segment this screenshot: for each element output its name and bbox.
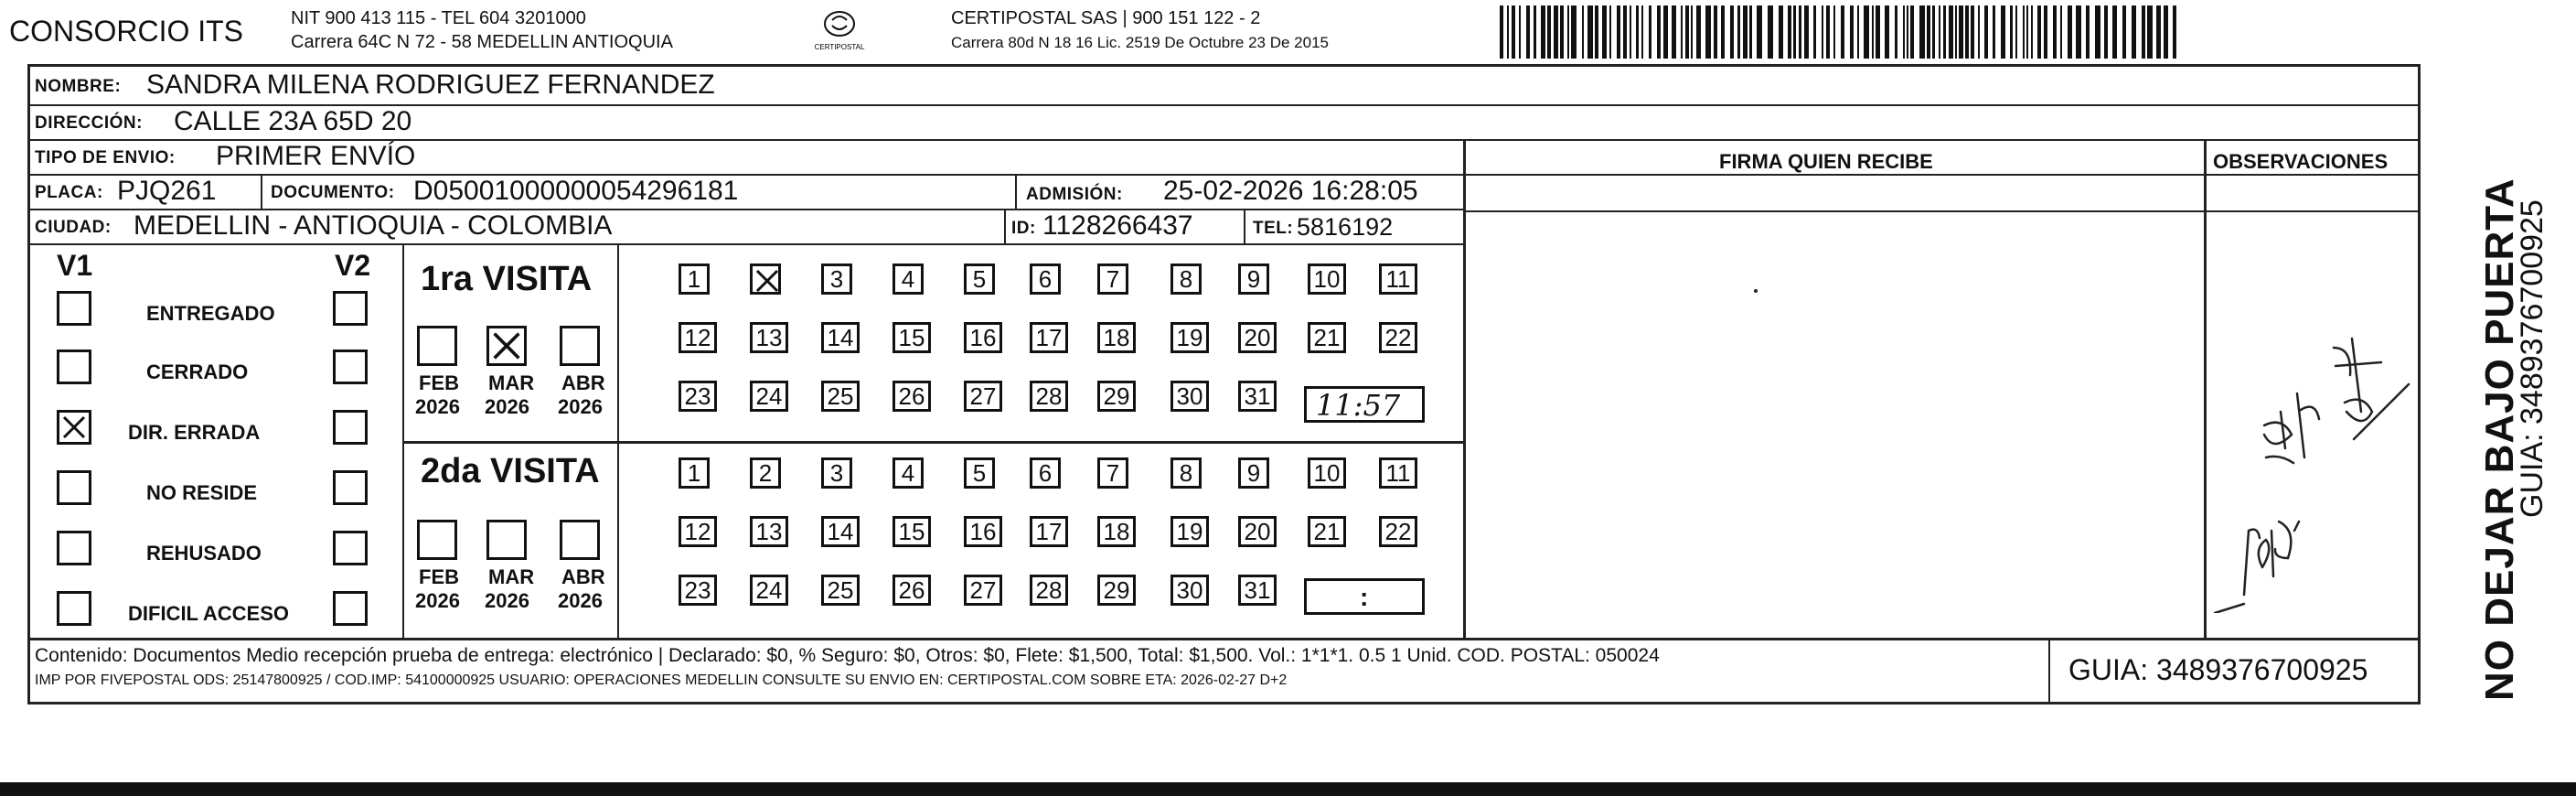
status-label: NO RESIDE [146, 481, 258, 504]
placa-value: PJQ261 [117, 176, 217, 206]
barcode-bar [2142, 5, 2145, 59]
barcode-bar [1841, 5, 1844, 59]
status-label: DIR. ERRADA [128, 421, 261, 444]
barcode-bar [2147, 5, 2153, 59]
second-visit-day-box[interactable]: 16 [964, 516, 1002, 547]
tel-label: TEL: [1253, 219, 1294, 238]
documento-label: DOCUMENTO: [271, 183, 395, 202]
side-guia: GUIA: 3489376700925 [2515, 199, 2549, 518]
barcode-bar [1799, 5, 1801, 59]
ciudad-label: CIUDAD: [35, 218, 112, 237]
status-v1-checkbox[interactable] [57, 350, 91, 384]
v2-header: V2 [335, 249, 371, 282]
second-visit-day-box[interactable]: 28 [1030, 575, 1068, 606]
second-visit-day-box[interactable]: 2 [750, 457, 781, 489]
second-visit-day-box[interactable]: 23 [679, 575, 717, 606]
barcode-bar [2164, 5, 2168, 59]
first-visit-month-checkbox[interactable] [486, 326, 527, 366]
first-visit-day-box[interactable]: 1 [679, 264, 710, 295]
second-visit-day-box[interactable]: 21 [1308, 516, 1346, 547]
barcode-bar [1595, 5, 1598, 59]
barcode-bar [1582, 5, 1584, 59]
second-visit-time-box[interactable] [1304, 578, 1425, 615]
svg-text:CERTIPOSTAL: CERTIPOSTAL [814, 43, 865, 51]
barcode-bar [1993, 5, 1995, 59]
second-visit-month-checkbox[interactable] [560, 520, 600, 560]
tipo-envio-value: PRIMER ENVÍO [216, 141, 416, 171]
nombre-label: NOMBRE: [35, 77, 122, 96]
second-visit-day-box[interactable]: 22 [1379, 516, 1417, 547]
barcode-bar [1609, 5, 1611, 59]
barcode-bar [1547, 5, 1551, 59]
barcode-bar [2076, 5, 2081, 59]
barcode-bar [2044, 5, 2047, 59]
first-visit-day-box[interactable]: 10 [1308, 264, 1346, 295]
barcode-bar [2001, 5, 2005, 59]
courier-address-line: Carrera 80d N 18 16 Lic. 2519 De Octubre 23 De 2015 [951, 34, 1329, 51]
barcode-bar [1636, 5, 1639, 59]
status-v2-checkbox[interactable] [333, 410, 368, 445]
second-visit-day-box[interactable]: 11 [1379, 457, 1417, 489]
second-visit-month-label: ABR [561, 565, 605, 588]
barcode-bar [2053, 5, 2057, 59]
barcode-bar [1804, 5, 1809, 59]
status-v2-checkbox[interactable] [333, 531, 368, 565]
certipostal-logo [812, 7, 867, 53]
barcode-bar [1623, 5, 1627, 59]
second-visit-day-box[interactable]: 30 [1170, 575, 1209, 606]
footer-content-line: Contenido: Documentos Medio recepción prueba de entrega: electrónico | Declarado: $0, % Seguro: $0, Otros: $0, Flete: $1,500, Total: $1,500. Vol.: 1*1*1. 0.5 1 Unid. COD. POSTAL: 050024 [35, 645, 1660, 666]
second-visit-year-label: 2026 [485, 589, 529, 612]
first-visit-day-box[interactable] [750, 264, 781, 295]
first-visit-day-box[interactable]: 28 [1030, 381, 1068, 412]
first-visit-day-box[interactable]: 12 [679, 322, 717, 353]
barcode-bar [1705, 5, 1711, 59]
status-v1-checkbox[interactable] [57, 531, 91, 565]
first-visit-day-box[interactable]: 14 [821, 322, 860, 353]
second-visit-day-box[interactable]: 13 [750, 516, 788, 547]
first-visit-month-label: ABR [561, 371, 605, 394]
first-visit-month-checkbox[interactable] [417, 326, 457, 366]
direccion-label: DIRECCIÓN: [35, 113, 143, 133]
barcode-bar [1507, 5, 1509, 59]
barcode-bar [1927, 5, 1930, 59]
v1-header: V1 [57, 249, 93, 282]
barcode-bar [1943, 5, 1946, 59]
barcode-bar [2122, 5, 2126, 59]
barcode-bar [1907, 5, 1908, 59]
second-visit-day-box[interactable]: 8 [1170, 457, 1202, 489]
barcode-bar [1779, 5, 1783, 59]
barcode [1500, 5, 2182, 59]
barcode-bar [2037, 5, 2041, 59]
barcode-bar [1512, 5, 1515, 59]
second-visit-day-box[interactable]: 5 [964, 457, 995, 489]
second-visit-year-label: 2026 [558, 589, 603, 612]
barcode-bar [1743, 5, 1748, 59]
second-visit-day-box[interactable]: 6 [1030, 457, 1061, 489]
status-label: ENTREGADO [146, 302, 275, 325]
barcode-bar [1681, 5, 1683, 59]
second-visit-day-box[interactable]: 9 [1238, 457, 1269, 489]
barcode-bar [1876, 5, 1880, 59]
barcode-bar [1971, 5, 1974, 59]
barcode-bar [1978, 5, 1980, 59]
second-visit-day-box[interactable]: 3 [821, 457, 852, 489]
barcode-bar [2026, 5, 2028, 59]
barcode-bar [1910, 5, 1914, 59]
barcode-bar [1965, 5, 1969, 59]
barcode-bar [1714, 5, 1717, 59]
barcode-bar [1813, 5, 1816, 59]
firma-header: FIRMA QUIEN RECIBE [1719, 150, 1933, 173]
first-visit-day-box[interactable]: 4 [893, 264, 924, 295]
barcode-bar [1721, 5, 1725, 59]
first-visit-day-box[interactable]: 3 [821, 264, 852, 295]
admision-value: 25-02-2026 16:28:05 [1163, 176, 1418, 206]
barcode-bar [1534, 5, 1536, 59]
first-visit-time-value: 11:57 [1316, 388, 1401, 423]
second-visit-day-box[interactable]: 25 [821, 575, 860, 606]
status-v2-checkbox[interactable] [333, 291, 368, 326]
first-visit-day-box[interactable]: 13 [750, 322, 788, 353]
company-nit-line: NIT 900 413 115 - TEL 604 3201000 [291, 8, 586, 28]
second-visit-day-box[interactable]: 1 [679, 457, 710, 489]
barcode-bar [2156, 5, 2161, 59]
handwritten-observation [2207, 302, 2413, 613]
barcode-bar [1749, 5, 1752, 59]
barcode-bar [1657, 5, 1661, 59]
status-label: DIFICIL ACCESO [128, 602, 290, 625]
barcode-bar [1519, 5, 1521, 59]
first-visit-day-box[interactable]: 8 [1170, 264, 1202, 295]
second-visit-year-label: 2026 [415, 589, 460, 612]
barcode-bar [1833, 5, 1835, 59]
barcode-bar [1685, 5, 1689, 59]
admision-label: ADMISIÓN: [1026, 185, 1123, 204]
first-visit-day-box[interactable]: 5 [964, 264, 995, 295]
barcode-bar [2068, 5, 2072, 59]
second-visit-day-box[interactable]: 17 [1030, 516, 1068, 547]
barcode-bar [1737, 5, 1740, 59]
first-visit-title: 1ra VISITA [421, 260, 593, 298]
second-visit-month-label: FEB [419, 565, 459, 588]
second-visit-day-box[interactable]: 24 [750, 575, 788, 606]
barcode-bar [2095, 5, 2100, 59]
status-label: CERRADO [146, 360, 249, 383]
company-name: CONSORCIO ITS [9, 15, 244, 48]
barcode-bar [1932, 5, 1935, 59]
first-visit-day-box[interactable]: 29 [1097, 381, 1136, 412]
first-visit-day-box[interactable]: 27 [964, 381, 1002, 412]
barcode-bar [1663, 5, 1668, 59]
barcode-bar [2015, 5, 2017, 59]
barcode-bar [1857, 5, 1859, 59]
first-visit-day-box[interactable]: 15 [893, 322, 931, 353]
placa-label: PLACA: [35, 183, 103, 202]
second-visit-day-box[interactable]: 31 [1238, 575, 1277, 606]
second-visit-day-box[interactable]: 26 [893, 575, 931, 606]
status-label: REHUSADO [146, 542, 262, 565]
id-value: 1128266437 [1042, 210, 1193, 241]
barcode-bar [1872, 5, 1874, 59]
second-visit-day-box[interactable]: 18 [1097, 516, 1136, 547]
barcode-bar [1541, 5, 1545, 59]
barcode-bar [2023, 5, 2025, 59]
bottom-bar [0, 782, 2576, 796]
barcode-bar [1672, 5, 1676, 59]
first-visit-day-box[interactable]: 18 [1097, 322, 1136, 353]
ciudad-value: MEDELLIN - ANTIOQUIA - COLOMBIA [134, 210, 613, 241]
barcode-bar [1984, 5, 1988, 59]
barcode-bar [1554, 5, 1558, 59]
barcode-bar [1587, 5, 1593, 59]
first-visit-day-box[interactable]: 19 [1170, 322, 1209, 353]
first-visit-day-box[interactable]: 17 [1030, 322, 1068, 353]
first-visit-day-box[interactable]: 23 [679, 381, 717, 412]
second-visit-title: 2da VISITA [421, 452, 600, 490]
second-visit-time-placeholder: : [1360, 583, 1369, 611]
barcode-bar [1526, 5, 1530, 59]
first-visit-day-box[interactable]: 25 [821, 381, 860, 412]
barcode-bar [1939, 5, 1940, 59]
first-visit-month-label: FEB [419, 371, 459, 394]
barcode-bar [1793, 5, 1796, 59]
barcode-bar [1850, 5, 1854, 59]
first-visit-day-box[interactable]: 21 [1308, 322, 1346, 353]
tel-value: 5816192 [1297, 213, 1394, 241]
barcode-bar [1955, 5, 1957, 59]
second-visit-day-box[interactable]: 15 [893, 516, 931, 547]
barcode-bar [2031, 5, 2033, 59]
status-v1-checkbox[interactable] [57, 291, 91, 326]
first-visit-year-label: 2026 [485, 395, 529, 418]
second-visit-day-box[interactable]: 19 [1170, 516, 1209, 547]
first-visit-time-box[interactable] [1304, 386, 1425, 423]
first-visit-day-box[interactable]: 31 [1238, 381, 1277, 412]
second-visit-day-box[interactable]: 12 [679, 516, 717, 547]
barcode-bar [1560, 5, 1564, 59]
id-label: ID: [1011, 219, 1036, 238]
barcode-bar [2104, 5, 2108, 59]
barcode-bar [1826, 5, 1830, 59]
company-address-line: Carrera 64C N 72 - 58 MEDELLIN ANTIOQUIA [291, 32, 673, 52]
first-visit-day-box[interactable]: 24 [750, 381, 788, 412]
barcode-bar [2010, 5, 2013, 59]
first-visit-day-box[interactable]: 20 [1238, 322, 1277, 353]
no-dejar-warning: NO DEJAR BAJO PUERTA [2477, 177, 2522, 701]
first-visit-day-box[interactable]: 22 [1379, 322, 1417, 353]
first-visit-day-box[interactable]: 7 [1097, 264, 1128, 295]
barcode-bar [2173, 5, 2176, 59]
first-visit-day-box[interactable]: 11 [1379, 264, 1417, 295]
barcode-bar [1730, 5, 1734, 59]
first-visit-day-box[interactable]: 16 [964, 322, 1002, 353]
footer-guia: GUIA: 3489376700925 [2068, 653, 2368, 686]
second-visit-day-box[interactable]: 7 [1097, 457, 1128, 489]
footer-print-line: IMP POR FIVEPOSTAL ODS: 25147800925 / COD.IMP: 54100000925 USUARIO: OPERACIONES MEDELLIN CONSULTE SU ENVIO EN: CERTIPOSTAL.COM SOBRE ETA: 2026-02-27 D+2 [35, 672, 1288, 688]
first-visit-day-box[interactable]: 9 [1238, 264, 1269, 295]
first-visit-year-label: 2026 [558, 395, 603, 418]
status-v1-checkbox[interactable] [57, 591, 91, 626]
barcode-bar [2132, 5, 2136, 59]
courier-name-line: CERTIPOSTAL SAS | 900 151 122 - 2 [951, 8, 1261, 28]
barcode-bar [1768, 5, 1773, 59]
signature-area[interactable] [1754, 289, 1758, 293]
barcode-bar [1885, 5, 1889, 59]
documento-value: D05001000000054296181 [413, 176, 739, 206]
second-visit-month-checkbox[interactable] [486, 520, 527, 560]
barcode-bar [1788, 5, 1791, 59]
barcode-bar [1691, 5, 1693, 59]
status-v2-checkbox[interactable] [333, 350, 368, 384]
barcode-bar [1567, 5, 1569, 59]
nombre-value: SANDRA MILENA RODRIGUEZ FERNANDEZ [146, 70, 715, 100]
second-visit-month-label: MAR [488, 565, 535, 588]
barcode-bar [1822, 5, 1823, 59]
barcode-bar [1630, 5, 1631, 59]
first-visit-day-box[interactable]: 26 [893, 381, 931, 412]
second-visit-day-box[interactable]: 27 [964, 575, 1002, 606]
status-v2-checkbox[interactable] [333, 591, 368, 626]
first-visit-month-checkbox[interactable] [560, 326, 600, 366]
first-visit-year-label: 2026 [415, 395, 460, 418]
second-visit-day-box[interactable]: 4 [893, 457, 924, 489]
first-visit-day-box[interactable]: 30 [1170, 381, 1209, 412]
status-v2-checkbox[interactable] [333, 470, 368, 505]
observaciones-header: OBSERVACIONES [2213, 150, 2389, 173]
barcode-bar [1500, 5, 1503, 59]
barcode-bar [1895, 5, 1897, 59]
first-visit-day-box[interactable]: 6 [1030, 264, 1061, 295]
barcode-bar [1959, 5, 1963, 59]
barcode-bar [2060, 5, 2062, 59]
barcode-bar [1919, 5, 1925, 59]
status-v1-checkbox[interactable] [57, 410, 91, 445]
barcode-bar [1903, 5, 1905, 59]
barcode-bar [1602, 5, 1607, 59]
barcode-bar [1696, 5, 1701, 59]
first-visit-month-label: MAR [488, 371, 535, 394]
status-v1-checkbox[interactable] [57, 470, 91, 505]
barcode-bar [1864, 5, 1869, 59]
second-visit-day-box[interactable]: 10 [1308, 457, 1346, 489]
barcode-bar [1757, 5, 1762, 59]
barcode-bar [1571, 5, 1577, 59]
barcode-bar [2112, 5, 2117, 59]
second-visit-month-checkbox[interactable] [417, 520, 457, 560]
barcode-bar [1617, 5, 1620, 59]
direccion-value: CALLE 23A 65D 20 [174, 106, 412, 136]
second-visit-day-box[interactable]: 14 [821, 516, 860, 547]
second-visit-day-box[interactable]: 20 [1238, 516, 1277, 547]
barcode-bar [2086, 5, 2090, 59]
second-visit-day-box[interactable]: 29 [1097, 575, 1136, 606]
barcode-bar [1649, 5, 1651, 59]
barcode-bar [1949, 5, 1953, 59]
barcode-bar [1641, 5, 1643, 59]
tipo-envio-label: TIPO DE ENVIO: [35, 148, 176, 167]
